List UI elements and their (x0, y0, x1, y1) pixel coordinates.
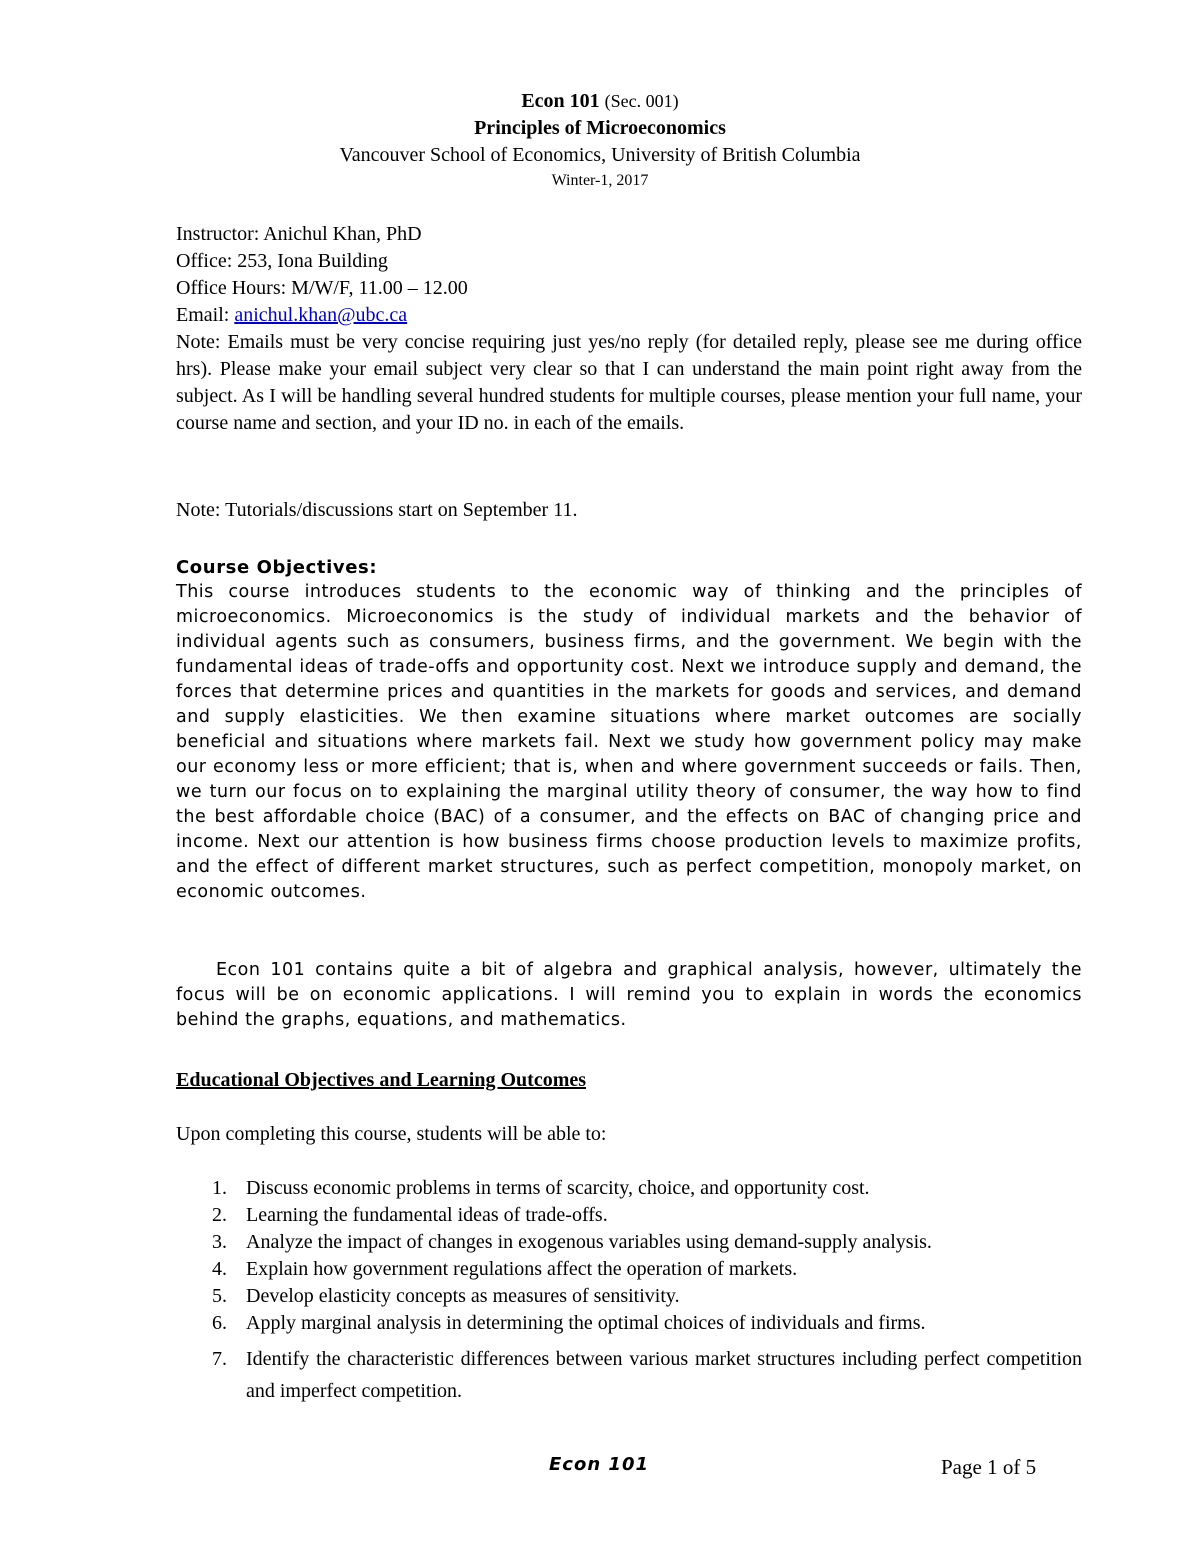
list-item-text: Apply marginal analysis in determining the optimal choices of individuals and firms. (246, 1312, 926, 1334)
list-item (176, 1256, 1082, 1283)
list-item-text: Identify the characteristic differences between various market structures including perfect competition and imperfect competition. (246, 1348, 1082, 1402)
office-hours: Office Hours: M/W/F, 11.00 – 12.00 (176, 277, 468, 299)
course-code: Econ 101 (521, 90, 600, 112)
list-item-text: Learning the fundamental ideas of trade-offs. (246, 1204, 608, 1226)
list-item-number: 7. (212, 1348, 227, 1370)
office: Office: 253, Iona Building (176, 250, 388, 272)
school-name: Vancouver School of Economics, University of British Columbia (339, 144, 861, 166)
term: Winter-1, 2017 (551, 172, 649, 189)
course-section: (Sec. 001) (604, 91, 679, 111)
list-item-number: 5. (212, 1285, 227, 1307)
footer-course: Econ 101 (549, 1454, 649, 1475)
course-objectives-paragraph-2: Econ 101 contains quite a bit of algebra and graphical analysis, however, ultimately the focus will be on economic applications. I will remind you to explain in words the economics behind the graphs, equations, and mathematics. (176, 960, 1082, 1030)
list-item (176, 1283, 1082, 1310)
tutorial-note: Note: Tutorials/discussions start on September 11. (176, 499, 578, 521)
email-label: Email: (176, 304, 235, 326)
email-line (176, 302, 1082, 329)
list-item-number: 3. (212, 1231, 227, 1253)
email-link[interactable]: anichul.khan@ubc.ca (234, 304, 408, 326)
learning-outcomes-list (176, 1175, 1082, 1407)
course-line (0, 88, 1200, 114)
learning-outcomes-heading: Educational Objectives and Learning Outcomes (176, 1069, 587, 1091)
list-item-text: Discuss economic problems in terms of scarcity, choice, and opportunity cost. (246, 1177, 870, 1199)
footer-page-number: Page 1 of 5 (941, 1455, 1037, 1479)
list-item-number: 2. (212, 1204, 227, 1226)
document-header (0, 88, 1200, 194)
list-item (176, 1310, 1082, 1337)
list-item (176, 1175, 1082, 1202)
course-objectives-heading: Course Objectives: (176, 557, 378, 578)
email-note: Note: Emails must be very concise requiring just yes/no reply (for detailed reply, please see me during office hrs). Please make your email subject very clear so that I can understand the main point right away from the subject. As I will be handling several hundred students for multiple courses, please mention your full name, your course name and section, and your ID no. in each of the emails. (176, 331, 1082, 434)
list-item-number: 1. (212, 1177, 227, 1199)
course-title: Principles of Microeconomics (474, 117, 726, 139)
instructor: Instructor: Anichul Khan, PhD (176, 223, 422, 245)
list-item-text: Develop elasticity concepts as measures of sensitivity. (246, 1285, 680, 1307)
list-item (176, 1343, 1082, 1407)
list-item (176, 1229, 1082, 1256)
course-objectives-paragraph-1: This course introduces students to the economic way of thinking and the principles of microeconomics. Microeconomics is the study of individual markets and the behavior of individual agents such as consumers, business firms, and the government. We begin with the fundamental ideas of trade-offs and opportunity cost. Next we introduce supply and demand, the forces that determine prices and quantities in the markets for goods and services, and demand and supply elasticities. We then examine situations where market outcomes are socially beneficial and situations where markets fail. Next we study how government policy may make our economy less or more efficient; that is, when and where government succeeds or fails. Then, we turn our focus on to explaining the marginal utility theory of consumer, the way how to find the best affordable choice (BAC) of a consumer, and the effects on BAC of changing price and income. Next our attention is how business firms choose production levels to maximize profits, and the effect of different market structures, such as perfect competition, monopoly market, on economic outcomes. (176, 582, 1082, 902)
list-item-number: 4. (212, 1258, 227, 1280)
contact-info (176, 221, 1082, 437)
list-item-number: 6. (212, 1312, 227, 1334)
list-item (176, 1202, 1082, 1229)
learning-outcomes-intro: Upon completing this course, students will be able to: (176, 1123, 607, 1145)
list-item-text: Explain how government regulations affect the operation of markets. (246, 1258, 798, 1280)
list-item-text: Analyze the impact of changes in exogenous variables using demand-supply analysis. (246, 1231, 932, 1253)
